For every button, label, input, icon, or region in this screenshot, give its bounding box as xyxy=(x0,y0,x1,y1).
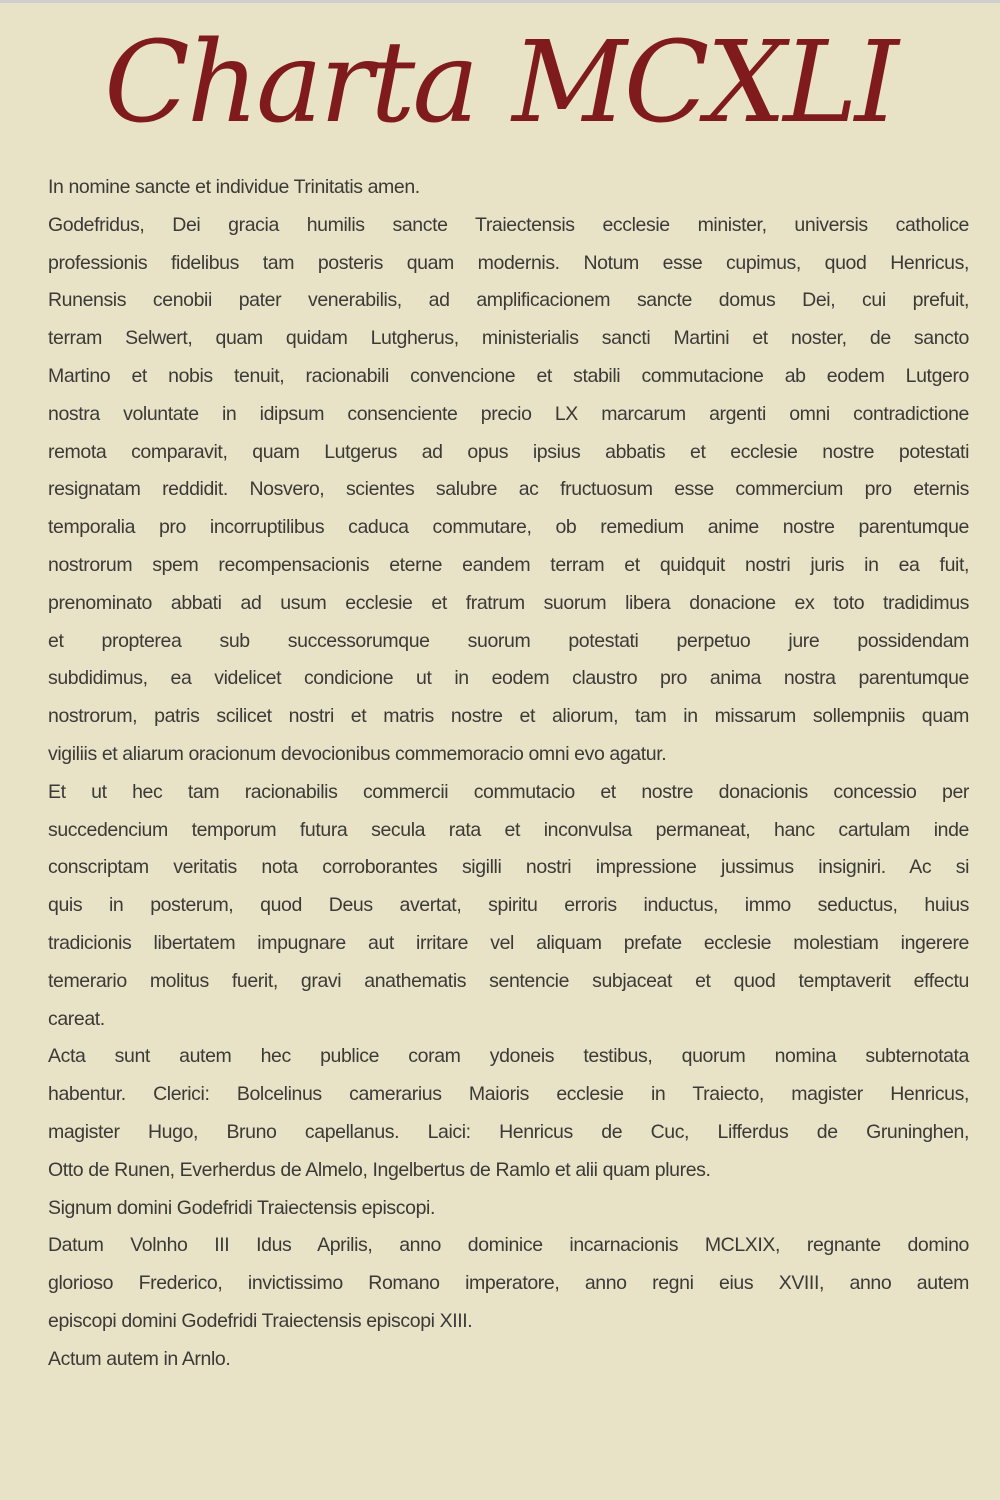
text-line: Martino et nobis tenuit, racionabili convencione et stabili commutacione ab eodem Lutgero xyxy=(48,364,969,387)
top-border xyxy=(0,0,1000,3)
text-line: conscriptam veritatis nota corroborantes sigilli nostri impressione jussimus insigniri. Ac si xyxy=(48,856,969,879)
text-line: prenominato abbati ad usum ecclesie et fratrum suorum libera donacione ex toto tradidimus xyxy=(48,591,969,614)
text-line: glorioso Frederico, invictissimo Romano imperatore, anno regni eius XVIII, anno autem xyxy=(48,1272,969,1295)
text-line: vigiliis et aliarum oracionum devocionibus commemoracio omni evo agatur. xyxy=(48,742,667,765)
text-line: In nomine sancte et individue Trinitatis amen. xyxy=(48,176,420,198)
text-line: temerario molitus fuerit, gravi anathematis sentencie subjaceat et quod temptaverit effectu xyxy=(48,969,969,992)
text-line: Godefridus, Dei gracia humilis sancte Traiectensis ecclesie minister, universis catholice xyxy=(48,213,969,236)
text-line: nostrorum, patris scilicet nostri et matris nostre et aliorum, tam in missarum sollempniis quam xyxy=(48,705,969,728)
text-line: Et ut hec tam racionabilis commercii commutacio et nostre donacionis concessio per xyxy=(48,780,969,803)
charter-text xyxy=(48,172,969,1382)
text-line: remota comparavit, quam Lutgerus ad opus ipsius abbatis et ecclesie nostre potestati xyxy=(48,440,969,463)
text-line: quis in posterum, quod Deus avertat, spiritu erroris inductus, immo seductus, huius xyxy=(48,894,969,917)
text-line: magister Hugo, Bruno capellanus. Laici: Henricus de Cuc, Lifferdus de Gruninghen, xyxy=(48,1120,969,1143)
text-line: tradicionis libertatem impugnare aut irritare vel aliquam prefate ecclesie molestiam ingerere xyxy=(48,931,969,954)
text-line: resignatam reddidit. Nosvero, scientes salubre ac fructuosum esse commercium pro eternis xyxy=(48,478,969,501)
title xyxy=(0,8,1000,158)
text-line: Datum Volnho III Idus Aprilis, anno dominice incarnacionis MCLXIX, regnante domino xyxy=(48,1234,969,1257)
text-line: terram Selwert, quam quidam Lutgherus, ministerialis sancti Martini et noster, de sancto xyxy=(48,327,969,350)
text-line: Signum domini Godefridi Traiectensis episcopi. xyxy=(48,1196,435,1219)
text-line: careat. xyxy=(48,1007,105,1030)
text-line: temporalia pro incorruptilibus caduca commutare, ob remedium anime nostre parentumque xyxy=(48,516,969,539)
text-line: subdidimus, ea videlicet condicione ut in eodem claustro pro anima nostra parentumque xyxy=(48,667,969,690)
text-line: habentur. Clerici: Bolcelinus camerarius Maioris ecclesie in Traiecto, magister Henricus, xyxy=(48,1083,969,1106)
text-line: nostrorum spem recompensacionis eterne eandem terram et quidquit nostri juris in ea fuit, xyxy=(48,553,969,576)
text-line: succedencium temporum futura secula rata et inconvulsa permaneat, hanc cartulam inde xyxy=(48,818,969,841)
title-year: MCXLI xyxy=(512,18,896,148)
text-line: Actum autem in Arnlo. xyxy=(48,1347,231,1370)
text-line: episcopi domini Godefridi Traiectensis episcopi XIII. xyxy=(48,1309,473,1332)
text-line: et propterea sub successorumque suorum potestati perpetuo jure possidendam xyxy=(48,629,969,652)
text-line: Otto de Runen, Everherdus de Almelo, Ingelbertus de Ramlo et alii quam plures. xyxy=(48,1158,711,1181)
text-line: Runensis cenobii pater venerabilis, ad amplificacionem sancte domus Dei, cui prefuit, xyxy=(48,289,969,312)
text-line: Acta sunt autem hec publice coram ydoneis testibus, quorum nomina subternotata xyxy=(48,1045,969,1068)
text-line: nostra voluntate in idipsum consenciente precio LX marcarum argenti omni contradictione xyxy=(48,402,969,425)
text-line: professionis fidelibus tam posteris quam modernis. Notum esse cupimus, quod Henricus, xyxy=(48,251,969,274)
title-charta: Charta xyxy=(104,18,477,148)
